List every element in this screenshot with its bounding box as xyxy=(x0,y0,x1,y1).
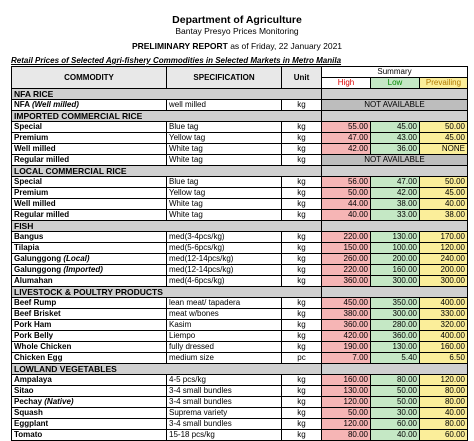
price-high: 220.00 xyxy=(322,232,371,243)
commodity-name: Chicken Egg xyxy=(12,353,167,364)
table-row xyxy=(12,265,468,276)
price-prevailing: 50.00 xyxy=(420,177,468,188)
category-summary-blank xyxy=(322,166,468,177)
unit: kg xyxy=(282,122,322,133)
category-title: FISH xyxy=(12,221,322,232)
category-summary-blank xyxy=(322,221,468,232)
unit: kg xyxy=(282,177,322,188)
category-row xyxy=(12,111,468,122)
unit: kg xyxy=(282,309,322,320)
price-low: 43.00 xyxy=(371,133,420,144)
price-prevailing: 300.00 xyxy=(420,276,468,287)
price-low: 38.00 xyxy=(371,199,420,210)
specification: medium size xyxy=(167,353,282,364)
price-prevailing: 40.00 xyxy=(420,199,468,210)
unit: kg xyxy=(282,375,322,386)
unit: kg xyxy=(282,254,322,265)
specification: med(12-14pcs/kg) xyxy=(167,254,282,265)
table-row xyxy=(12,232,468,243)
specification: Suprema variety xyxy=(167,408,282,419)
price-high: 120.00 xyxy=(322,419,371,430)
price-high: 44.00 xyxy=(322,199,371,210)
commodity-name: Eggplant xyxy=(12,419,167,430)
col-header-unit: Unit xyxy=(282,67,322,89)
unit: kg xyxy=(282,210,322,221)
specification: med(12-14pcs/kg) xyxy=(167,265,282,276)
price-high: 50.00 xyxy=(322,188,371,199)
not-available: NOT AVAILABLE xyxy=(322,100,468,111)
price-prevailing: 200.00 xyxy=(420,265,468,276)
table-row xyxy=(12,177,468,188)
price-high: 50.00 xyxy=(322,408,371,419)
unit: kg xyxy=(282,342,322,353)
commodity-qualifier: (Well milled) xyxy=(31,100,79,109)
price-high: 130.00 xyxy=(322,386,371,397)
category-row xyxy=(12,221,468,232)
col-header-specification: SPECIFICATION xyxy=(167,67,282,89)
specification: fully dressed xyxy=(167,342,282,353)
specification: White tag xyxy=(167,210,282,221)
price-low: 50.00 xyxy=(371,386,420,397)
unit: kg xyxy=(282,144,322,155)
table-row xyxy=(12,298,468,309)
price-low: 130.00 xyxy=(371,232,420,243)
col-header-high: High xyxy=(322,78,371,89)
unit: kg xyxy=(282,419,322,430)
table-row xyxy=(12,144,468,155)
commodity-name: Special xyxy=(12,122,167,133)
specification: 3-4 small bundles xyxy=(167,386,282,397)
category-summary-blank xyxy=(322,287,468,298)
price-high: 80.00 xyxy=(322,430,371,441)
price-high: 120.00 xyxy=(322,397,371,408)
table-body xyxy=(12,89,468,441)
col-header-low: Low xyxy=(371,78,420,89)
category-row xyxy=(12,364,468,375)
commodity-name: Pork Ham xyxy=(12,320,167,331)
price-prevailing: 400.00 xyxy=(420,298,468,309)
price-high: 360.00 xyxy=(322,276,371,287)
commodity-name: Beef Brisket xyxy=(12,309,167,320)
specification: Kasim xyxy=(167,320,282,331)
price-prevailing: 120.00 xyxy=(420,375,468,386)
unit: kg xyxy=(282,298,322,309)
price-low: 360.00 xyxy=(371,331,420,342)
price-low: 5.40 xyxy=(371,353,420,364)
commodity-name: Pechay (Native) xyxy=(12,397,167,408)
commodity-name: Premium xyxy=(12,188,167,199)
table-row xyxy=(12,243,468,254)
commodity-name: Well milled xyxy=(12,144,167,155)
unit: kg xyxy=(282,320,322,331)
price-prevailing: 38.00 xyxy=(420,210,468,221)
category-summary-blank xyxy=(322,364,468,375)
specification: med(3-4pcs/kg) xyxy=(167,232,282,243)
price-low: 45.00 xyxy=(371,122,420,133)
table-row xyxy=(12,397,468,408)
commodity-name: Galunggong (Local) xyxy=(12,254,167,265)
col-header-prevailing: Prevailing xyxy=(420,78,468,89)
specification: med(5-6pcs/kg) xyxy=(167,243,282,254)
unit: kg xyxy=(282,276,322,287)
price-low: 350.00 xyxy=(371,298,420,309)
price-high: 42.00 xyxy=(322,144,371,155)
price-low: 47.00 xyxy=(371,177,420,188)
unit: kg xyxy=(282,199,322,210)
table-row xyxy=(12,375,468,386)
unit: kg xyxy=(282,331,322,342)
commodity-name: Galunggong (Imported) xyxy=(12,265,167,276)
category-summary-blank xyxy=(322,111,468,122)
commodity-name: NFA (Well milled) xyxy=(12,100,167,111)
price-high: 450.00 xyxy=(322,298,371,309)
table-row xyxy=(12,386,468,397)
commodity-name: Regular milled xyxy=(12,155,167,166)
price-high: 47.00 xyxy=(322,133,371,144)
specification: 4-5 pcs/kg xyxy=(167,375,282,386)
price-prevailing: 80.00 xyxy=(420,397,468,408)
commodity-name: Premium xyxy=(12,133,167,144)
price-high: 56.00 xyxy=(322,177,371,188)
category-title: LOWLAND VEGETABLES xyxy=(12,364,322,375)
commodity-name: Tilapia xyxy=(12,243,167,254)
price-low: 280.00 xyxy=(371,320,420,331)
price-prevailing: NONE xyxy=(420,144,468,155)
price-high: 220.00 xyxy=(322,265,371,276)
specification: meat w/bones xyxy=(167,309,282,320)
unit: pc xyxy=(282,353,322,364)
commodity-qualifier: (Imported) xyxy=(63,265,103,274)
unit: kg xyxy=(282,232,322,243)
price-prevailing: 170.00 xyxy=(420,232,468,243)
unit: kg xyxy=(282,386,322,397)
price-prevailing: 50.00 xyxy=(420,122,468,133)
price-low: 100.00 xyxy=(371,243,420,254)
price-high: 7.00 xyxy=(322,353,371,364)
specification: Blue tag xyxy=(167,122,282,133)
specification: med(4-6pcs/kg) xyxy=(167,276,282,287)
unit: kg xyxy=(282,243,322,254)
price-table xyxy=(11,66,468,441)
commodity-name: Bangus xyxy=(12,232,167,243)
commodity-name: Ampalaya xyxy=(12,375,167,386)
table-row xyxy=(12,155,468,166)
col-header-summary: Summary xyxy=(322,67,468,78)
specification: lean meat/ tapadera xyxy=(167,298,282,309)
price-prevailing: 330.00 xyxy=(420,309,468,320)
price-high: 150.00 xyxy=(322,243,371,254)
commodity-name: Pork Belly xyxy=(12,331,167,342)
price-high: 360.00 xyxy=(322,320,371,331)
price-low: 33.00 xyxy=(371,210,420,221)
category-title: LOCAL COMMERCIAL RICE xyxy=(12,166,322,177)
unit: kg xyxy=(282,397,322,408)
specification: 3-4 small bundles xyxy=(167,397,282,408)
table-row xyxy=(12,408,468,419)
commodity-name: Regular milled xyxy=(12,210,167,221)
unit: kg xyxy=(282,188,322,199)
table-row xyxy=(12,188,468,199)
program-name: Bantay Presyo Prices Monitoring xyxy=(175,26,299,36)
report-date xyxy=(0,41,474,52)
report-header xyxy=(0,0,474,52)
price-low: 36.00 xyxy=(371,144,420,155)
specification: Liempo xyxy=(167,331,282,342)
table-header xyxy=(12,67,468,89)
category-title: NFA RICE xyxy=(12,89,322,100)
price-prevailing: 160.00 xyxy=(420,342,468,353)
department-title: Department of Agriculture xyxy=(172,14,302,26)
category-row xyxy=(12,287,468,298)
commodity-name: Tomato xyxy=(12,430,167,441)
table-row xyxy=(12,100,468,111)
price-prevailing: 400.00 xyxy=(420,331,468,342)
commodity-name: Well milled xyxy=(12,199,167,210)
col-header-commodity: COMMODITY xyxy=(12,67,167,89)
unit: kg xyxy=(282,265,322,276)
price-high: 190.00 xyxy=(322,342,371,353)
commodity-name: Alumahan xyxy=(12,276,167,287)
price-low: 30.00 xyxy=(371,408,420,419)
price-low: 80.00 xyxy=(371,375,420,386)
table-row xyxy=(12,331,468,342)
price-prevailing: 45.00 xyxy=(420,133,468,144)
price-low: 60.00 xyxy=(371,419,420,430)
price-prevailing: 80.00 xyxy=(420,386,468,397)
specification: well milled xyxy=(167,100,282,111)
price-low: 300.00 xyxy=(371,309,420,320)
not-available: NOT AVAILABLE xyxy=(322,155,468,166)
specification: White tag xyxy=(167,144,282,155)
commodity-qualifier: (Native) xyxy=(44,397,74,406)
unit: kg xyxy=(282,408,322,419)
unit: kg xyxy=(282,430,322,441)
price-low: 200.00 xyxy=(371,254,420,265)
commodity-name: Beef Rump xyxy=(12,298,167,309)
price-prevailing: 80.00 xyxy=(420,419,468,430)
commodity-name: Sitao xyxy=(12,386,167,397)
table-row xyxy=(12,353,468,364)
specification: Yellow tag xyxy=(167,188,282,199)
report-label: PRELIMINARY REPORT xyxy=(131,41,228,51)
price-prevailing: 40.00 xyxy=(420,408,468,419)
report-as-of: as of Friday, 22 January 2021 xyxy=(230,41,343,51)
table-row xyxy=(12,309,468,320)
category-row xyxy=(12,89,468,100)
table-row xyxy=(12,254,468,265)
price-high: 380.00 xyxy=(322,309,371,320)
price-prevailing: 320.00 xyxy=(420,320,468,331)
price-high: 55.00 xyxy=(322,122,371,133)
price-prevailing: 240.00 xyxy=(420,254,468,265)
price-prevailing: 6.50 xyxy=(420,353,468,364)
specification: Yellow tag xyxy=(167,133,282,144)
price-high: 260.00 xyxy=(322,254,371,265)
table-subtitle: Retail Prices of Selected Agri-fishery Commodities in Selected Markets in Metro Manila xyxy=(11,56,342,65)
price-prevailing: 120.00 xyxy=(420,243,468,254)
price-high: 160.00 xyxy=(322,375,371,386)
price-prevailing: 60.00 xyxy=(420,430,468,441)
price-low: 300.00 xyxy=(371,276,420,287)
specification: Blue tag xyxy=(167,177,282,188)
price-high: 420.00 xyxy=(322,331,371,342)
category-summary-blank xyxy=(322,89,468,100)
specification: White tag xyxy=(167,199,282,210)
table-row xyxy=(12,133,468,144)
category-title: IMPORTED COMMERCIAL RICE xyxy=(12,111,322,122)
unit: kg xyxy=(282,155,322,166)
table-row xyxy=(12,430,468,441)
table-row xyxy=(12,342,468,353)
price-low: 160.00 xyxy=(371,265,420,276)
commodity-name: Squash xyxy=(12,408,167,419)
price-low: 130.00 xyxy=(371,342,420,353)
commodity-qualifier: (Local) xyxy=(63,254,90,263)
category-row xyxy=(12,166,468,177)
price-low: 42.00 xyxy=(371,188,420,199)
specification: White tag xyxy=(167,155,282,166)
category-title: LIVESTOCK & POULTRY PRODUCTS xyxy=(12,287,322,298)
price-high: 40.00 xyxy=(322,210,371,221)
table-row xyxy=(12,320,468,331)
price-low: 40.00 xyxy=(371,430,420,441)
table-row xyxy=(12,210,468,221)
specification: 3-4 small bundles xyxy=(167,419,282,430)
table-row xyxy=(12,122,468,133)
table-row xyxy=(12,419,468,430)
unit: kg xyxy=(282,100,322,111)
table-row xyxy=(12,276,468,287)
table-row xyxy=(12,199,468,210)
price-prevailing: 45.00 xyxy=(420,188,468,199)
commodity-name: Special xyxy=(12,177,167,188)
price-low: 50.00 xyxy=(371,397,420,408)
unit: kg xyxy=(282,133,322,144)
specification: 15-18 pcs/kg xyxy=(167,430,282,441)
commodity-name: Whole Chicken xyxy=(12,342,167,353)
